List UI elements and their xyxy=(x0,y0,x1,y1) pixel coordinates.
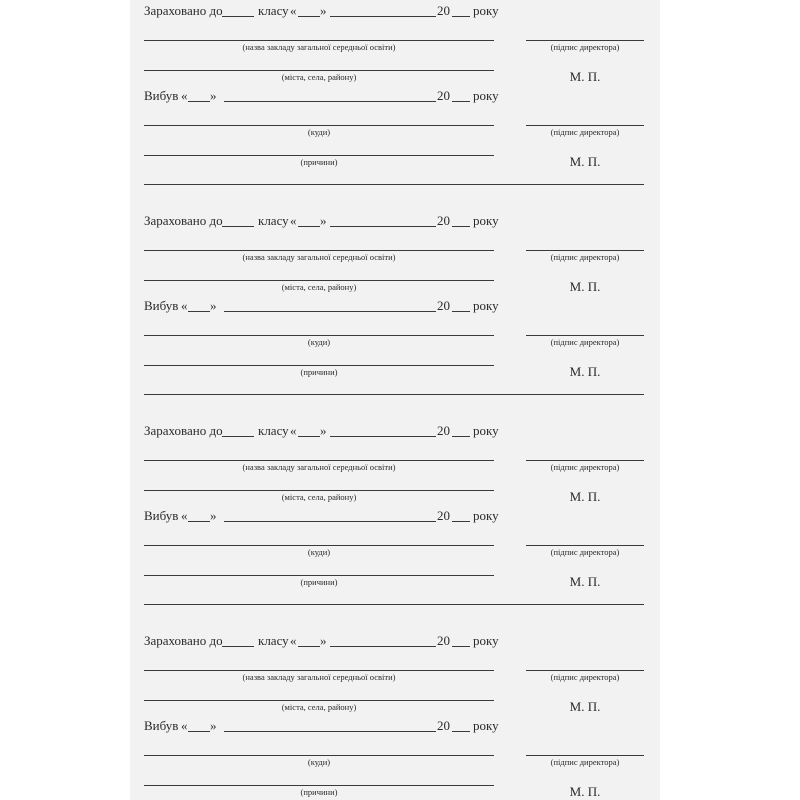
place-caption: (міста, села, району) xyxy=(281,492,357,502)
place-field[interactable] xyxy=(144,70,494,71)
year-prefix: 20 xyxy=(437,3,450,18)
enrollment-record-block xyxy=(130,0,660,203)
quote-open: « xyxy=(290,633,297,648)
stamp-place: М. П. xyxy=(569,69,601,84)
day-field[interactable] xyxy=(298,646,320,647)
reason-caption: (причини) xyxy=(300,157,338,167)
enrolled-label: Зараховано до xyxy=(144,213,223,228)
place-caption: (міста, села, району) xyxy=(281,72,357,82)
reason-caption: (причини) xyxy=(300,367,338,377)
school-name-field[interactable] xyxy=(144,460,494,461)
director-signature-caption: (підпис директора) xyxy=(550,252,620,262)
enrolled-label: Зараховано до xyxy=(144,633,223,648)
director-signature-caption: (підпис директора) xyxy=(550,127,620,137)
extra-notes-field[interactable] xyxy=(144,604,644,605)
month-field[interactable] xyxy=(330,646,436,647)
director-signature-caption: (підпис директора) xyxy=(550,672,620,682)
year-prefix: 20 xyxy=(437,88,450,103)
quote-open: « xyxy=(181,718,188,733)
left-day-field[interactable] xyxy=(188,731,210,732)
destination-caption: (куди) xyxy=(307,337,331,347)
school-name-caption: (назва закладу загальної середньої освіти) xyxy=(242,672,396,682)
day-field[interactable] xyxy=(298,16,320,17)
destination-caption: (куди) xyxy=(307,127,331,137)
stamp-place: М. П. xyxy=(569,574,601,589)
class-number-field[interactable] xyxy=(222,646,254,647)
year-label: року xyxy=(473,88,499,103)
place-field[interactable] xyxy=(144,490,494,491)
destination-caption: (куди) xyxy=(307,757,331,767)
stamp-place: М. П. xyxy=(569,489,601,504)
year-field[interactable] xyxy=(452,16,470,17)
class-number-field[interactable] xyxy=(222,16,254,17)
left-month-field[interactable] xyxy=(224,731,436,732)
school-name-field[interactable] xyxy=(144,250,494,251)
enrolled-label: Зараховано до xyxy=(144,423,223,438)
left-year-field[interactable] xyxy=(452,521,470,522)
class-label: класу xyxy=(258,3,289,18)
left-day-field[interactable] xyxy=(188,311,210,312)
left-month-field[interactable] xyxy=(224,521,436,522)
left-year-field[interactable] xyxy=(452,101,470,102)
stamp-place: М. П. xyxy=(569,154,601,169)
enrollment-record-block xyxy=(130,628,660,800)
director-signature-field[interactable] xyxy=(526,460,644,461)
quote-open: « xyxy=(181,88,188,103)
director-signature-caption: (підпис директора) xyxy=(550,462,620,472)
stamp-place: М. П. xyxy=(569,364,601,379)
left-month-field[interactable] xyxy=(224,311,436,312)
left-label: Вибув xyxy=(144,298,179,313)
quote-close: » xyxy=(320,423,327,438)
reason-field[interactable] xyxy=(144,155,494,156)
reason-caption: (причини) xyxy=(300,787,338,797)
class-number-field[interactable] xyxy=(222,436,254,437)
stamp-place: М. П. xyxy=(569,784,601,799)
left-year-field[interactable] xyxy=(452,731,470,732)
stamp-place: М. П. xyxy=(569,279,601,294)
enrolled-label: Зараховано до xyxy=(144,3,223,18)
director-signature-field[interactable] xyxy=(526,545,644,546)
director-signature-field[interactable] xyxy=(526,335,644,336)
place-field[interactable] xyxy=(144,280,494,281)
place-field[interactable] xyxy=(144,700,494,701)
quote-close: » xyxy=(210,508,217,523)
month-field[interactable] xyxy=(330,436,436,437)
stamp-place: М. П. xyxy=(569,699,601,714)
school-name-field[interactable] xyxy=(144,40,494,41)
year-prefix: 20 xyxy=(437,298,450,313)
quote-close: » xyxy=(320,3,327,18)
reason-field[interactable] xyxy=(144,575,494,576)
destination-field[interactable] xyxy=(144,125,494,126)
left-label: Вибув xyxy=(144,508,179,523)
class-label: класу xyxy=(258,213,289,228)
director-signature-field[interactable] xyxy=(526,40,644,41)
document-page xyxy=(130,0,660,800)
month-field[interactable] xyxy=(330,226,436,227)
left-year-field[interactable] xyxy=(452,311,470,312)
quote-close: » xyxy=(210,718,217,733)
year-label: року xyxy=(473,3,499,18)
year-label: року xyxy=(473,213,499,228)
year-label: року xyxy=(473,633,499,648)
quote-close: » xyxy=(320,633,327,648)
school-name-caption: (назва закладу загальної середньої освіти) xyxy=(242,252,396,262)
left-label: Вибув xyxy=(144,718,179,733)
school-name-field[interactable] xyxy=(144,670,494,671)
year-label: року xyxy=(473,298,499,313)
place-caption: (міста, села, району) xyxy=(281,702,357,712)
director-signature-field[interactable] xyxy=(526,125,644,126)
enrollment-record-block xyxy=(130,208,660,413)
quote-close: » xyxy=(210,88,217,103)
enrollment-record-block xyxy=(130,418,660,623)
quote-close: » xyxy=(210,298,217,313)
day-field[interactable] xyxy=(298,436,320,437)
director-signature-caption: (підпис директора) xyxy=(550,337,620,347)
left-day-field[interactable] xyxy=(188,101,210,102)
left-label: Вибув xyxy=(144,88,179,103)
place-caption: (міста, села, району) xyxy=(281,282,357,292)
quote-open: « xyxy=(290,423,297,438)
year-prefix: 20 xyxy=(437,633,450,648)
year-field[interactable] xyxy=(452,646,470,647)
year-label: року xyxy=(473,423,499,438)
director-signature-caption: (підпис директора) xyxy=(550,42,620,52)
destination-field[interactable] xyxy=(144,335,494,336)
reason-field[interactable] xyxy=(144,785,494,786)
day-field[interactable] xyxy=(298,226,320,227)
month-field[interactable] xyxy=(330,16,436,17)
school-name-caption: (назва закладу загальної середньої освіти) xyxy=(242,42,396,52)
year-field[interactable] xyxy=(452,226,470,227)
reason-field[interactable] xyxy=(144,365,494,366)
year-label: року xyxy=(473,718,499,733)
year-prefix: 20 xyxy=(437,508,450,523)
quote-open: « xyxy=(181,508,188,523)
destination-field[interactable] xyxy=(144,545,494,546)
director-signature-caption: (підпис директора) xyxy=(550,757,620,767)
left-day-field[interactable] xyxy=(188,521,210,522)
director-signature-caption: (підпис директора) xyxy=(550,547,620,557)
year-prefix: 20 xyxy=(437,213,450,228)
class-number-field[interactable] xyxy=(222,226,254,227)
year-label: року xyxy=(473,508,499,523)
class-label: класу xyxy=(258,633,289,648)
quote-close: » xyxy=(320,213,327,228)
left-month-field[interactable] xyxy=(224,101,436,102)
destination-caption: (куди) xyxy=(307,547,331,557)
class-label: класу xyxy=(258,423,289,438)
year-prefix: 20 xyxy=(437,423,450,438)
year-field[interactable] xyxy=(452,436,470,437)
director-signature-field[interactable] xyxy=(526,670,644,671)
school-name-caption: (назва закладу загальної середньої освіти) xyxy=(242,462,396,472)
quote-open: « xyxy=(290,213,297,228)
destination-field[interactable] xyxy=(144,755,494,756)
extra-notes-field[interactable] xyxy=(144,184,644,185)
director-signature-field[interactable] xyxy=(526,755,644,756)
director-signature-field[interactable] xyxy=(526,250,644,251)
quote-open: « xyxy=(181,298,188,313)
extra-notes-field[interactable] xyxy=(144,394,644,395)
reason-caption: (причини) xyxy=(300,577,338,587)
quote-open: « xyxy=(290,3,297,18)
year-prefix: 20 xyxy=(437,718,450,733)
